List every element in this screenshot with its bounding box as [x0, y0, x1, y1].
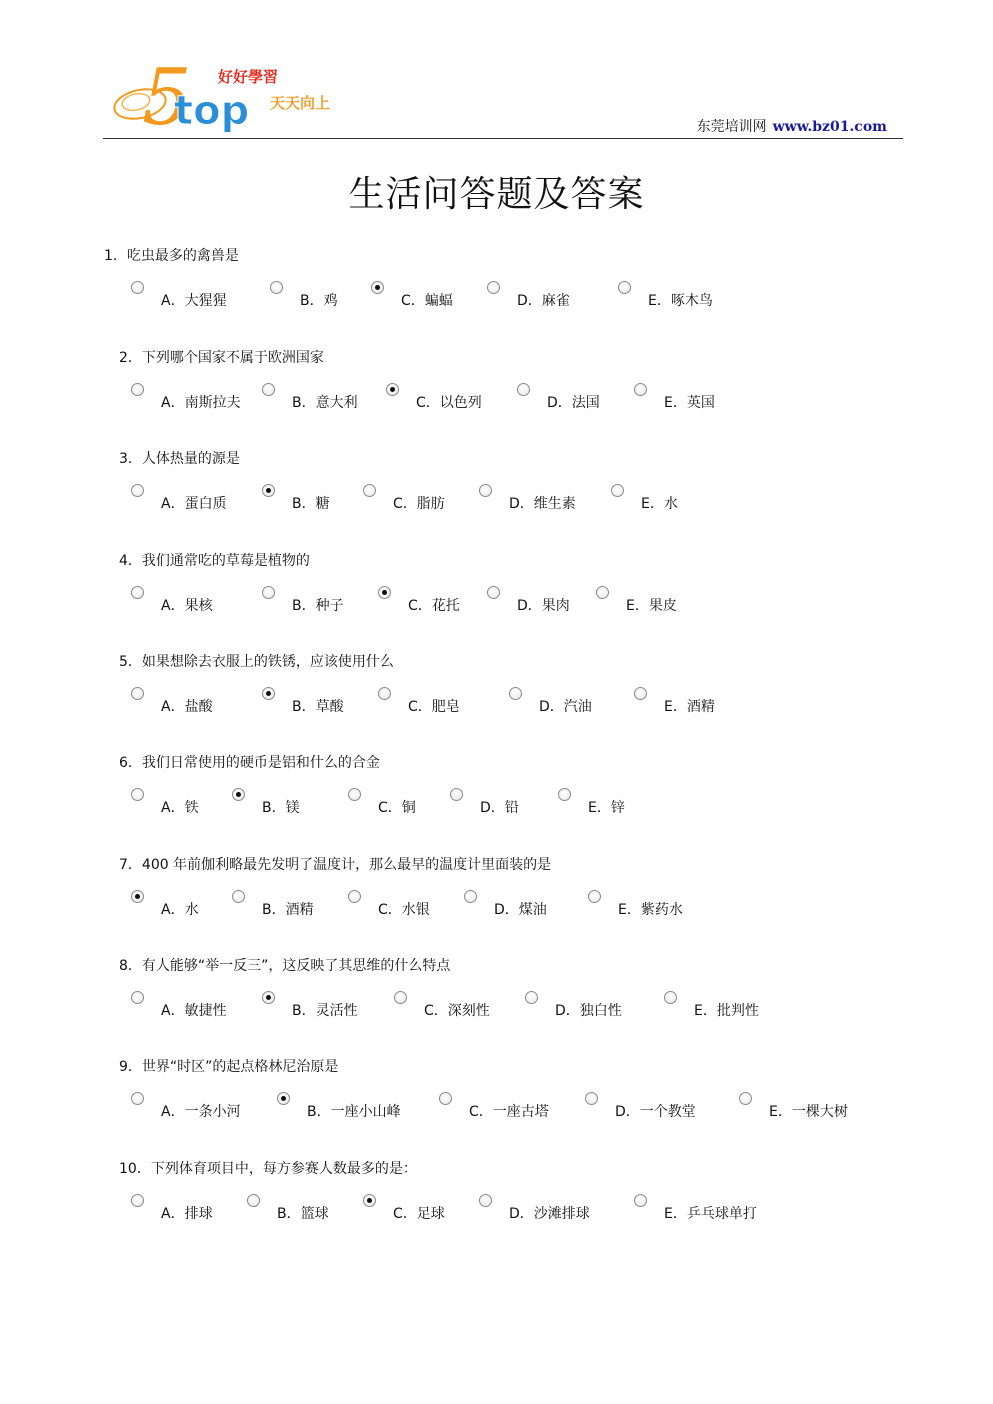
answer-option[interactable]: [739, 1092, 848, 1121]
radio-button[interactable]: [664, 991, 677, 1004]
radio-button[interactable]: [394, 991, 407, 1004]
radio-button[interactable]: [634, 687, 647, 700]
answer-option[interactable]: [131, 1092, 241, 1121]
answer-option[interactable]: [262, 687, 344, 716]
answer-option[interactable]: [270, 281, 338, 310]
option-label: E．水: [641, 496, 678, 512]
answer-option[interactable]: [439, 1092, 549, 1121]
radio-button-selected[interactable]: [262, 991, 275, 1004]
answer-option[interactable]: [131, 788, 199, 817]
option-label: C．以色列: [416, 395, 482, 411]
answer-option[interactable]: [634, 1194, 757, 1223]
radio-button[interactable]: [348, 890, 361, 903]
answer-option[interactable]: [131, 383, 241, 412]
radio-button[interactable]: [618, 281, 631, 294]
radio-button[interactable]: [262, 383, 275, 396]
question-text: 6．我们日常使用的硬币是铝和什么的合金: [119, 755, 380, 771]
option-label: A．排球: [161, 1206, 213, 1222]
radio-button[interactable]: [439, 1092, 452, 1105]
radio-button[interactable]: [262, 586, 275, 599]
radio-button-selected[interactable]: [378, 586, 391, 599]
option-label: A．南斯拉夫: [161, 395, 241, 411]
answer-option[interactable]: [464, 890, 547, 919]
answer-option[interactable]: [525, 991, 622, 1020]
radio-button[interactable]: [634, 383, 647, 396]
question-text: 9．世界“时区”的起点格林尼治原是: [119, 1059, 339, 1075]
answer-option[interactable]: [378, 586, 460, 615]
option-label: A．盐酸: [161, 699, 213, 715]
option-label: D．独白性: [555, 1003, 622, 1019]
question-2: [0, 347, 993, 443]
logo-number: 5: [142, 53, 192, 142]
answer-option[interactable]: [479, 484, 576, 513]
radio-button[interactable]: [270, 281, 283, 294]
question-3: [0, 448, 993, 544]
radio-button-selected[interactable]: [371, 281, 384, 294]
question-5: [0, 651, 993, 747]
question-6: [0, 752, 993, 848]
option-label: E．批判性: [694, 1003, 759, 1019]
question-10: [0, 1158, 993, 1254]
option-label: B．鸡: [300, 293, 338, 309]
radio-button[interactable]: [232, 890, 245, 903]
question-1: [0, 245, 993, 341]
answer-option[interactable]: [664, 991, 759, 1020]
answer-option[interactable]: [363, 1194, 445, 1223]
site-info: [697, 116, 887, 136]
answer-option[interactable]: [262, 586, 344, 615]
answer-option[interactable]: [558, 788, 625, 817]
option-label: A．水: [161, 902, 199, 918]
radio-button-selected[interactable]: [262, 484, 275, 497]
answer-option[interactable]: [247, 1194, 329, 1223]
radio-button[interactable]: [247, 1194, 260, 1207]
answer-option[interactable]: [479, 1194, 590, 1223]
logo-slogan-2: 天天向上: [270, 94, 331, 112]
radio-button[interactable]: [585, 1092, 598, 1105]
radio-button[interactable]: [378, 687, 391, 700]
answer-option[interactable]: [487, 281, 570, 310]
answer-option[interactable]: [585, 1092, 696, 1121]
logo-word: top: [174, 88, 250, 134]
option-label: C．脂肪: [393, 496, 445, 512]
radio-button-selected[interactable]: [363, 1194, 376, 1207]
logo: [112, 52, 352, 142]
question-text: 10．下列体育项目中，每方参赛人数最多的是：: [119, 1161, 417, 1177]
radio-button[interactable]: [131, 383, 144, 396]
answer-option[interactable]: [517, 383, 600, 412]
answer-option[interactable]: [509, 687, 592, 716]
answer-option[interactable]: [588, 890, 683, 919]
answer-option[interactable]: [450, 788, 519, 817]
radio-button[interactable]: [348, 788, 361, 801]
option-label: C．一座古塔: [469, 1104, 549, 1120]
answer-option[interactable]: [348, 890, 430, 919]
answer-option[interactable]: [394, 991, 490, 1020]
answer-option[interactable]: [262, 383, 358, 412]
question-text: 1．吃虫最多的禽兽是: [104, 248, 239, 264]
option-label: C．肥皂: [408, 699, 460, 715]
radio-button-selected[interactable]: [131, 890, 144, 903]
option-label: D．法国: [547, 395, 600, 411]
radio-button[interactable]: [739, 1092, 752, 1105]
answer-option[interactable]: [611, 484, 678, 513]
option-label: C．铜: [378, 800, 416, 816]
answer-option[interactable]: [131, 890, 199, 919]
page-title: 生活问答题及答案: [348, 174, 645, 215]
option-label: D．一个教堂: [615, 1104, 696, 1120]
option-label: D．维生素: [509, 496, 576, 512]
radio-button[interactable]: [517, 383, 530, 396]
answer-option[interactable]: [131, 1194, 213, 1223]
answer-option[interactable]: [348, 788, 416, 817]
option-label: D．果肉: [517, 598, 570, 614]
radio-button[interactable]: [131, 1194, 144, 1207]
radio-button[interactable]: [487, 281, 500, 294]
question-7: [0, 854, 993, 950]
site-name: 东莞培训网: [696, 119, 767, 135]
radio-button[interactable]: [464, 890, 477, 903]
radio-button[interactable]: [363, 484, 376, 497]
answer-option[interactable]: [487, 586, 570, 615]
answer-option[interactable]: [262, 991, 358, 1020]
radio-button[interactable]: [131, 1092, 144, 1105]
radio-button[interactable]: [634, 1194, 647, 1207]
option-label: E．锌: [588, 800, 625, 816]
question-text: 7．400 年前伽利略最先发明了温度计，那么最早的温度计里面装的是: [119, 857, 552, 873]
logo-graphic: [112, 52, 352, 142]
answer-option[interactable]: [363, 484, 445, 513]
radio-button[interactable]: [131, 281, 144, 294]
radio-button-selected[interactable]: [386, 383, 399, 396]
answer-option[interactable]: [131, 687, 213, 716]
question-4: [0, 550, 993, 646]
question-8: [0, 955, 993, 1051]
question-9: [0, 1056, 993, 1152]
option-label: E．酒精: [664, 699, 715, 715]
option-label: B．意大利: [292, 395, 358, 411]
answer-option[interactable]: [131, 586, 213, 615]
answer-option[interactable]: [232, 890, 314, 919]
option-label: C．蝙蝠: [401, 293, 453, 309]
radio-button[interactable]: [131, 788, 144, 801]
answer-option[interactable]: [262, 484, 330, 513]
option-label: B．酒精: [262, 902, 314, 918]
radio-button[interactable]: [450, 788, 463, 801]
radio-button[interactable]: [479, 484, 492, 497]
answer-option[interactable]: [386, 383, 482, 412]
logo-slogan-1: 好好學習: [218, 68, 279, 86]
option-label: A．铁: [161, 800, 199, 816]
option-label: C．花托: [408, 598, 460, 614]
option-label: C．足球: [393, 1206, 445, 1222]
option-label: A．大猩猩: [161, 293, 227, 309]
site-url[interactable]: www.bz01.com: [772, 119, 887, 135]
option-label: B．一座小山峰: [307, 1104, 401, 1120]
radio-button[interactable]: [131, 586, 144, 599]
radio-button[interactable]: [131, 991, 144, 1004]
option-label: A．果核: [161, 598, 213, 614]
radio-button[interactable]: [509, 687, 522, 700]
option-label: B．种子: [292, 598, 344, 614]
radio-button[interactable]: [479, 1194, 492, 1207]
answer-option[interactable]: [634, 383, 715, 412]
option-label: E．一棵大树: [769, 1104, 848, 1120]
option-label: B．草酸: [292, 699, 344, 715]
header-divider: [103, 138, 903, 139]
radio-button[interactable]: [131, 687, 144, 700]
radio-button-selected[interactable]: [262, 687, 275, 700]
radio-button-selected[interactable]: [277, 1092, 290, 1105]
answer-option[interactable]: [634, 687, 715, 716]
option-label: B．篮球: [277, 1206, 329, 1222]
option-label: B．糖: [292, 496, 330, 512]
radio-button[interactable]: [588, 890, 601, 903]
option-label: A．敏捷性: [161, 1003, 227, 1019]
radio-button[interactable]: [596, 586, 609, 599]
question-text: 4．我们通常吃的草莓是植物的: [119, 553, 310, 569]
option-label: E．啄木鸟: [648, 293, 713, 309]
radio-button[interactable]: [487, 586, 500, 599]
radio-button[interactable]: [525, 991, 538, 1004]
radio-button[interactable]: [131, 484, 144, 497]
answer-option[interactable]: [232, 788, 300, 817]
radio-button[interactable]: [611, 484, 624, 497]
option-label: B．灵活性: [292, 1003, 358, 1019]
option-label: E．紫药水: [618, 902, 683, 918]
option-label: E．果皮: [626, 598, 677, 614]
option-label: D．煤油: [494, 902, 547, 918]
answer-option[interactable]: [596, 586, 677, 615]
answer-option[interactable]: [131, 484, 227, 513]
answer-option[interactable]: [371, 281, 453, 310]
answer-option[interactable]: [131, 991, 227, 1020]
answer-option[interactable]: [277, 1092, 401, 1121]
radio-button-selected[interactable]: [232, 788, 245, 801]
option-label: A．一条小河: [161, 1104, 241, 1120]
option-label: D．麻雀: [517, 293, 570, 309]
page-header: [0, 0, 993, 140]
question-text: 2．下列哪个国家不属于欧洲国家: [119, 350, 324, 366]
option-label: D．铅: [480, 800, 519, 816]
option-label: A．蛋白质: [161, 496, 227, 512]
radio-button[interactable]: [558, 788, 571, 801]
answer-option[interactable]: [618, 281, 713, 310]
option-label: D．沙滩排球: [509, 1206, 590, 1222]
question-text: 5．如果想除去衣服上的铁锈，应该使用什么: [119, 654, 394, 670]
question-text: 3．人体热量的源是: [119, 451, 240, 467]
question-text: 8．有人能够“举一反三”，这反映了其思维的什么特点: [119, 958, 451, 974]
option-label: C．水银: [378, 902, 430, 918]
option-label: E．英国: [664, 395, 715, 411]
option-label: C．深刻性: [424, 1003, 490, 1019]
option-label: E．乒乓球单打: [664, 1206, 757, 1222]
option-label: B．镁: [262, 800, 300, 816]
option-label: D．汽油: [539, 699, 592, 715]
answer-option[interactable]: [378, 687, 460, 716]
answer-option[interactable]: [131, 281, 227, 310]
